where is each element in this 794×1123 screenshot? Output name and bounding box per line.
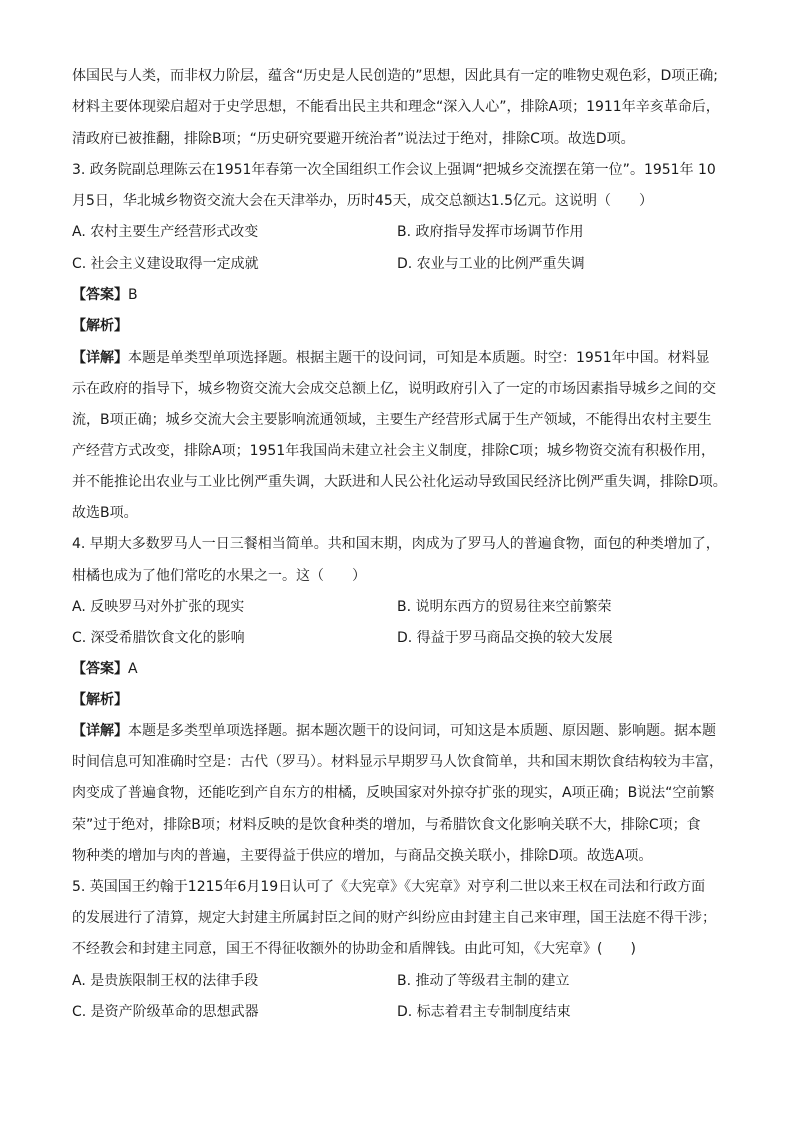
question-3-analysis-tag: 【解析】 (72, 318, 128, 334)
question-4-stem-line-2: 柑橘也成为了他们常吃的水果之一。这（ ） (72, 568, 366, 584)
prev-explanation-line-2: 材料主要体现梁启超对于史学思想，不能看出民主共和理念“深入人心”，排除A项；1911年辛亥革命后， (72, 99, 720, 115)
question-5-stem-line-2: 的发展进行了清算，规定大封建主所属封臣之间的财产纠纷应由封建主自己来审理，国王法庭不得干涉； (72, 910, 716, 926)
prev-explanation-line-3: 清政府已被推翻，排除B项；“历史研究要避开统治者”说法过于绝对，排除C项。故选D项。 (72, 131, 635, 147)
question-3-option-c: C. 社会主义建设取得一定成就 (72, 256, 259, 272)
question-3-detail-line-4: 产经营方式改变，排除A项；1951年我国尚未建立社会主义制度，排除C项；城乡物资交流有积极作用， (72, 443, 715, 459)
question-3-detail-line-3: 流，B项正确；城乡交流大会主要影响流通领域，主要生产经营形式属于生产领域，不能得出农村主要生 (72, 412, 712, 428)
question-4-analysis-tag: 【解析】 (72, 692, 128, 708)
question-5-option-a: A. 是贵族限制王权的法律手段 (72, 973, 259, 989)
question-4-detail-line-2: 时间信息可知准确时空是：古代（罗马）。材料显示早期罗马人饮食简单，共和国末期饮食结构较为丰富， (72, 754, 723, 770)
detail-text: 本题是单类型单项选择题。根据主题干的设问词，可知是本质题。时空：1951年中国。材料显 (128, 350, 710, 366)
answer-tag: 【答案】 (72, 287, 128, 303)
question-4-stem-line-1: 4. 早期大多数罗马人一日三餐相当简单。共和国末期，肉成为了罗马人的普遍食物，面包的种类增加了， (72, 536, 720, 552)
question-3-detail-line-1 (72, 347, 710, 369)
question-4-option-b: B. 说明东西方的贸易往来空前繁荣 (397, 599, 612, 615)
question-3-option-a: A. 农村主要生产经营形式改变 (72, 224, 259, 240)
question-3-option-d: D. 农业与工业的比例严重失调 (397, 256, 585, 272)
question-5-option-b: B. 推动了等级君主制的建立 (397, 973, 570, 989)
question-3-stem-line-2: 月5日，华北城乡物资交流大会在天津举办，历时45天，成交总额达1.5亿元。这说明（ ） (72, 193, 653, 209)
question-5-stem-line-1: 5. 英国国王约翰于1215年6月19日认可了《大宪章》《大宪章》对亨利二世以来王权在司法和行政方面 (72, 879, 706, 895)
question-4-answer (72, 658, 138, 680)
question-4-detail-line-5: 物种类的增加与肉的普遍，主要得益于供应的增加，与商品交换关联小，排除D项。故选A项。 (72, 848, 653, 864)
question-3-stem-line-1: 3. 政务院副总理陈云在1951年春第一次全国组织工作会议上强调“把城乡交流摆在第一位”。1951年 10 (72, 162, 716, 178)
answer-tag: 【答案】 (72, 661, 128, 677)
question-4-detail-line-3: 肉变成了普遍食物，还能吃到产自东方的柑橘，反映国家对外掠夺扩张的现实，A项正确；B说法“空前繁 (72, 785, 715, 801)
detail-tag: 【详解】 (72, 350, 128, 366)
detail-tag: 【详解】 (72, 723, 128, 739)
question-3-detail-line-5: 并不能推论出农业与工业比例严重失调，大跃进和人民公社化运动导致国民经济比例严重失调，排除D项。 (72, 474, 727, 490)
question-4-option-c: C. 深受希腊饮食文化的影响 (72, 630, 245, 646)
question-3-option-b: B. 政府指导发挥市场调节作用 (397, 224, 584, 240)
detail-text: 本题是多类型单项选择题。据本题次题干的设问词，可知这是本质题、原因题、影响题。据本题 (128, 723, 716, 739)
question-5-option-d: D. 标志着君主专制制度结束 (397, 1004, 571, 1020)
question-3-detail-line-6: 故选B项。 (72, 505, 138, 521)
question-3-answer (72, 284, 138, 306)
question-5-option-c: C. 是资产阶级革命的思想武器 (72, 1004, 259, 1020)
question-5-stem-line-3: 不经教会和封建主同意，国王不得征收额外的协助金和盾牌钱。由此可知，《大宪章》( ) (72, 941, 636, 957)
question-4-detail-line-1 (72, 720, 716, 742)
question-4-detail-line-4: 荣”过于绝对，排除B项；材料反映的是饮食种类的增加，与希腊饮食文化影响关联不大，排除C项；食 (72, 817, 701, 833)
question-3-detail-line-2: 示在政府的指导下，城乡物资交流大会成交总额上亿，说明政府引入了一定的市场因素指导城乡之间的交 (72, 381, 716, 397)
prev-explanation-line-1: 体国民与人类，而非权力阶层，蕴含“历史是人民创造的”思想，因此具有一定的唯物史观色彩，D项正确; (72, 68, 719, 84)
question-4-option-d: D. 得益于罗马商品交换的较大发展 (397, 630, 613, 646)
answer-value: B (128, 287, 138, 303)
question-4-option-a: A. 反映罗马对外扩张的现实 (72, 599, 245, 615)
answer-value: A (128, 661, 138, 677)
